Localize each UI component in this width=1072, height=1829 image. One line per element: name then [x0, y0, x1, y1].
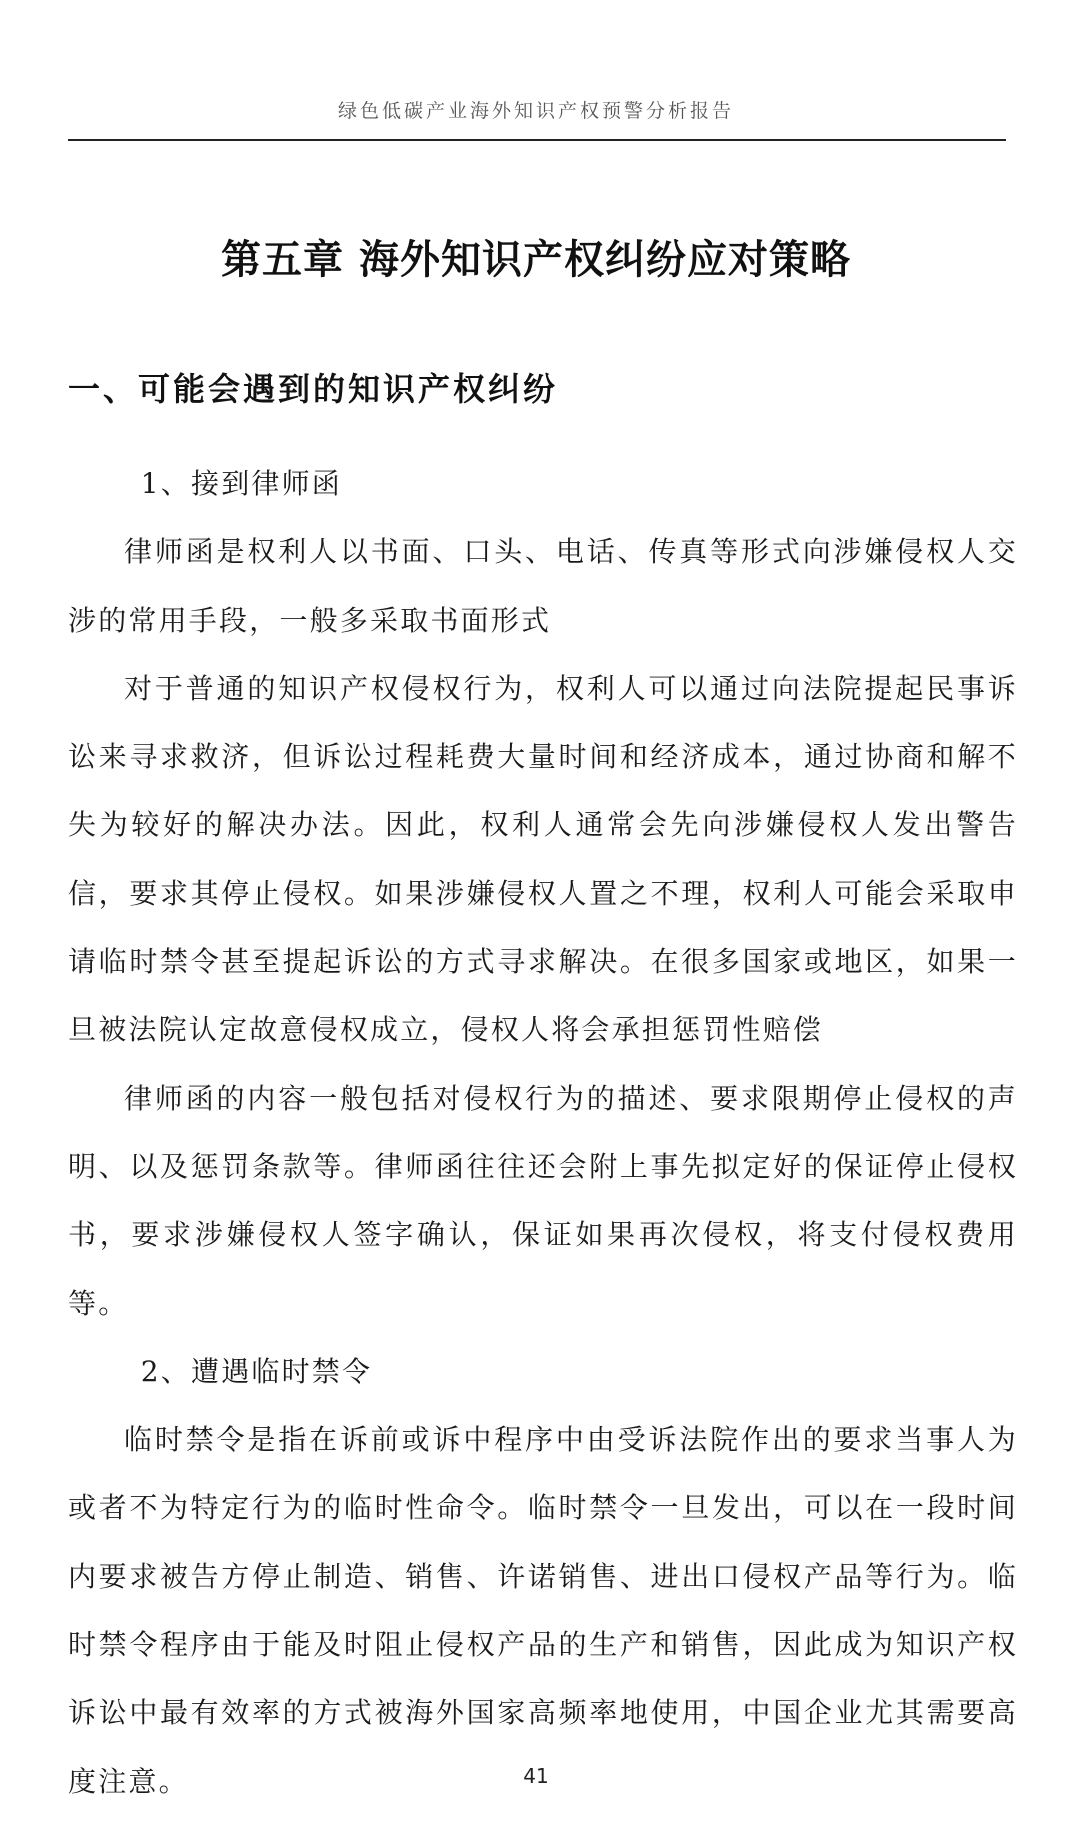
body-text — [68, 450, 1018, 1816]
paragraph: 临时禁令是指在诉前或诉中程序中由受诉法院作出的要求当事人为或者不为特定行为的临时性命令。临时禁令一旦发出，可以在一段时间内要求被告方停止制造、销售、许诺销售、进出口侵权产品等行为。临时禁令程序由于能及时阻止侵权产品的生产和销售，因此成为知识产权诉讼中最有效率的方式被海外国家高频率地使用，中国企业尤其需要高度注意。 — [68, 1423, 1018, 1798]
paragraph: 律师函的内容一般包括对侵权行为的描述、要求限期停止侵权的声明、以及惩罚条款等。律师函往往还会附上事先拟定好的保证停止侵权书，要求涉嫌侵权人签字确认，保证如果再次侵权，将支付侵权费用等。 — [68, 1081, 1018, 1320]
subsection-heading: 2、遭遇临时禁令 — [140, 1354, 373, 1388]
header-divider — [68, 139, 1006, 141]
page-number: 41 — [523, 1764, 549, 1788]
chapter-title: 第五章 海外知识产权纠纷应对策略 — [221, 237, 851, 283]
paragraph: 律师函是权利人以书面、口头、电话、传真等形式向涉嫌侵权人交涉的常用手段，一般多采取书面形式 — [68, 535, 1018, 637]
paragraph: 对于普通的知识产权侵权行为，权利人可以通过向法院提起民事诉讼来寻求救济，但诉讼过程耗费大量时间和经济成本，通过协商和解不失为较好的解决办法。因此，权利人通常会先向涉嫌侵权人发出警告信，要求其停止侵权。如果涉嫌侵权人置之不理，权利人可能会采取申请临时禁令甚至提起诉讼的方式寻求解决。在很多国家或地区，如果一旦被法院认定故意侵权成立，侵权人将会承担惩罚性赔偿 — [68, 671, 1018, 1047]
running-header: 绿色低碳产业海外知识产权预警分析报告 — [337, 100, 734, 122]
section-title: 一、可能会遇到的知识产权纠纷 — [68, 370, 559, 408]
subsection-heading: 1、接到律师函 — [140, 467, 343, 500]
